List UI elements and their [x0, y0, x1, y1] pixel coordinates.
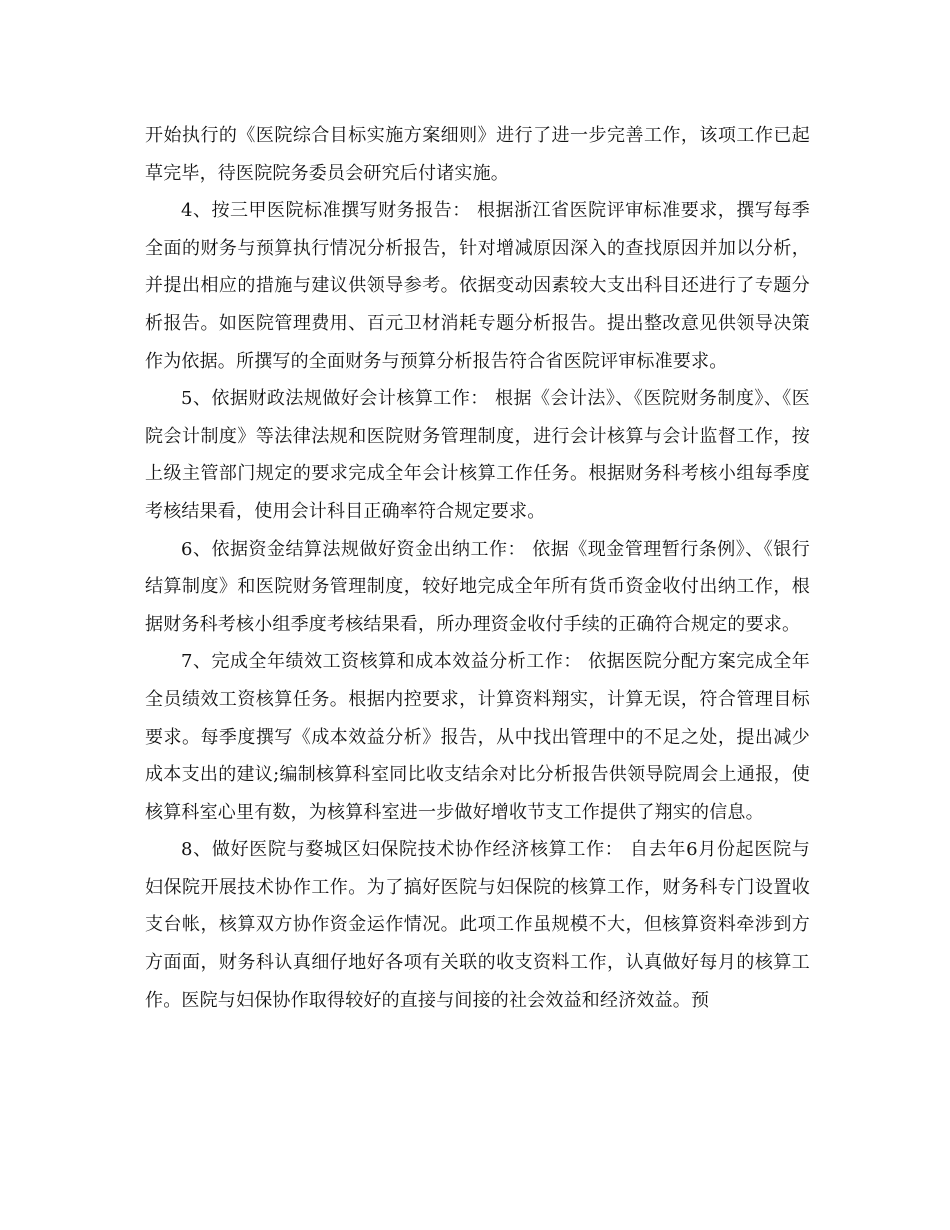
paragraph-item-8-cooperation-accounting: 8、做好医院与婺城区妇保院技术协作经济核算工作： 自去年6月份起医院与妇保院开展技术协作工作。为了搞好医院与妇保院的核算工作，财务科专门设置收支台帐，核算双方协作资金运作情况。此项工作虽规模不大，但核算资料牵涉到方方面面，财务科认真细仔地好各项有关联的收支资料工作，认真做好每月的核算工作。医院与妇保协作取得较好的直接与间接的社会效益和经济效益。预: [145, 839, 810, 1011]
paragraph-item-4-financial-report: 4、按三甲医院标准撰写财务报告： 根据浙江省医院评审标准要求，撰写每季全面的财务与预算执行情况分析报告，针对增减原因深入的查找原因并加以分析，并提出相应的措施与建议供领导参考。依据变动因素较大支出科目还进行了专题分析报告。如医院管理费用、百元卫材消耗专题分析报告。提出整改意见供领导决策作为依据。所撰写的全面财务与预算分析报告符合省医院评审标准要求。: [145, 200, 810, 372]
paragraph-intro-continued: 开始执行的《医院综合目标实施方案细则》进行了进一步完善工作，该项工作已起草完毕，待医院院务委员会研究后付诸实施。: [145, 125, 810, 184]
paragraph-item-6-cashier: 6、依据资金结算法规做好资金出纳工作： 依据《现金管理暂行条例》、《银行结算制度》和医院财务管理制度，较好地完成全年所有货币资金收付出纳工作，根据财务科考核小组季度考核结果看，所办理资金收付手续的正确符合规定的要求。: [145, 538, 810, 635]
paragraph-item-7-performance-pay: 7、完成全年绩效工资核算和成本效益分析工作： 依据医院分配方案完成全年全员绩效工资核算任务。根据内控要求，计算资料翔实，计算无误，符合管理目标要求。每季度撰写《成本效益分析》报告，从中找出管理中的不足之处，提出减少成本支出的建议;编制核算科室同比收支结余对比分析报告供领导院周会上通报，使核算科室心里有数，为核算科室进一步做好增收节支工作提供了翔实的信息。: [145, 651, 810, 823]
paragraph-item-5-accounting: 5、依据财政法规做好会计核算工作： 根据《会计法》、《医院财务制度》、《医院会计制度》等法律法规和医院财务管理制度，进行会计核算与会计监督工作，按上级主管部门规定的要求完成全年会计核算工作任务。根据财务科考核小组每季度考核结果看，使用会计科目正确率符合规定要求。: [145, 388, 810, 522]
document-page: [145, 117, 810, 1019]
